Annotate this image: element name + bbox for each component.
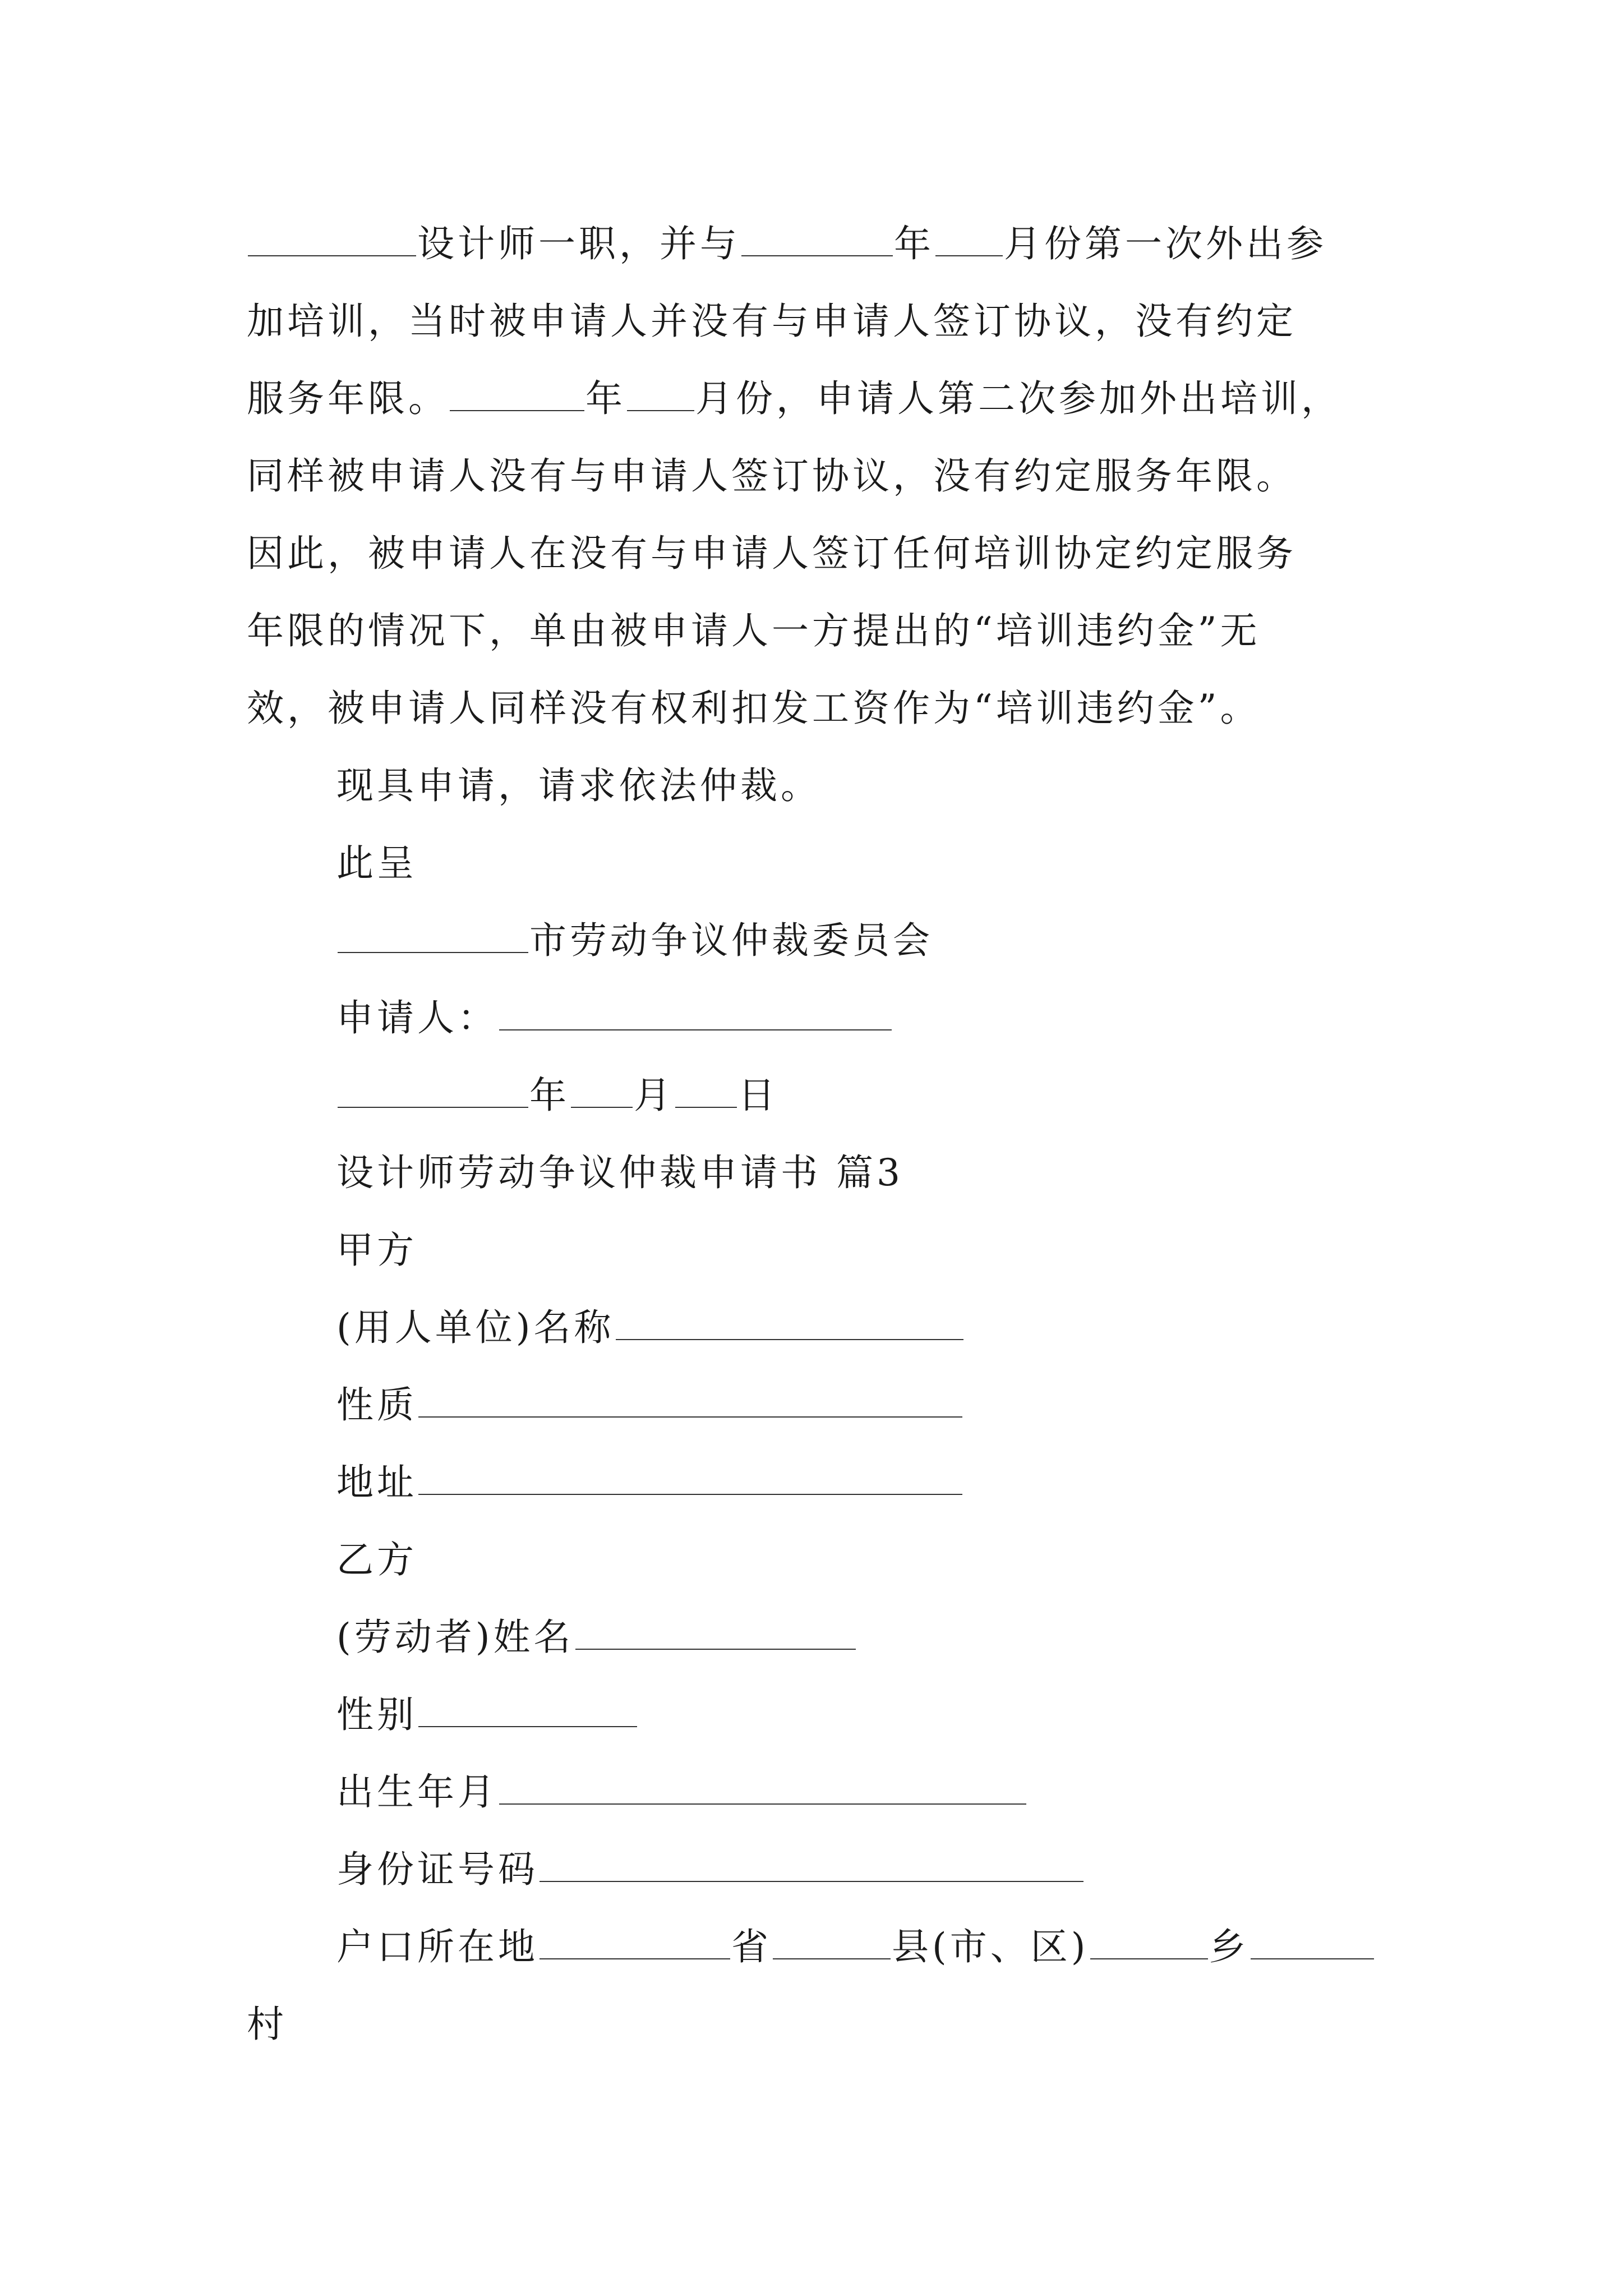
text: 年限的情况下，单由被申请人一方提出的“培训违约金”无 — [247, 609, 1261, 652]
section-title — [336, 1151, 903, 1195]
fill-blank — [1251, 1927, 1374, 1959]
fill-blank — [627, 379, 694, 411]
paragraph-line-1 — [247, 222, 1327, 266]
fill-blank — [450, 379, 584, 411]
party-b-name-field — [336, 1615, 857, 1660]
applicant-line — [336, 996, 893, 1041]
text: 地址 — [336, 1461, 417, 1504]
fill-blank — [499, 1772, 1026, 1805]
text: 同样被申请人没有与申请人签订协议，没有约定服务年限。 — [247, 454, 1297, 498]
party-a-address-field — [336, 1460, 963, 1505]
fill-blank — [338, 921, 528, 953]
text: 年 — [894, 222, 934, 265]
fill-blank — [1090, 1927, 1208, 1959]
text: 设计师一职，并与 — [417, 222, 740, 265]
fill-blank — [616, 1308, 963, 1340]
text: 加培训，当时被申请人并没有与申请人签订协议，没有约定 — [247, 300, 1297, 343]
party-a-name-field — [336, 1305, 965, 1350]
fill-blank — [418, 1695, 637, 1727]
fill-blank — [540, 1849, 1083, 1882]
text: 申请人： — [336, 996, 498, 1039]
text: 日 — [738, 1074, 778, 1117]
party-b-hukou-field — [336, 1925, 1375, 1970]
party-a-nature-field — [336, 1383, 963, 1428]
fill-blank — [575, 1617, 856, 1650]
fill-blank — [675, 1075, 737, 1108]
text: 身份证号码 — [336, 1848, 538, 1891]
date-line — [336, 1073, 778, 1118]
text: 性质 — [336, 1383, 417, 1427]
text: 县(市、区) — [892, 1925, 1089, 1968]
text: 甲方 — [336, 1228, 417, 1272]
text: 省 — [731, 1925, 772, 1968]
text: 年 — [529, 1074, 570, 1117]
fill-blank — [248, 224, 416, 256]
paragraph-line-4 — [247, 454, 1297, 499]
fill-blank — [540, 1927, 730, 1959]
paragraph-line-3 — [247, 376, 1341, 421]
text: 设计师劳动争议仲裁申请书 篇3 — [336, 1151, 903, 1194]
fill-blank — [338, 1075, 528, 1108]
text: 月份，申请人第二次参加外出培训， — [695, 377, 1341, 420]
text: 市劳动争议仲裁委员会 — [529, 919, 933, 962]
text: 性别 — [336, 1693, 417, 1736]
text: 乙方 — [336, 1538, 417, 1581]
fill-blank — [418, 1462, 962, 1495]
fill-blank — [418, 1385, 962, 1418]
text: 村 — [247, 2003, 287, 2046]
text: 月份第一次外出参 — [1004, 222, 1327, 265]
text: 月 — [634, 1074, 674, 1117]
fill-blank — [571, 1075, 633, 1108]
paragraph-line-5 — [247, 531, 1297, 576]
party-b-heading — [336, 1538, 417, 1582]
paragraph-line-6 — [247, 609, 1260, 654]
village-line — [247, 2002, 287, 2047]
text: (用人单位)名称 — [336, 1306, 615, 1349]
paragraph-line-7 — [247, 686, 1260, 731]
text: 因此，被申请人在没有与申请人签订任何培训协定约定服务 — [247, 532, 1297, 575]
text: 此呈 — [336, 841, 417, 885]
party-b-gender-field — [336, 1692, 638, 1737]
text: 效，被申请人同样没有权利扣发工资作为“培训违约金”。 — [247, 687, 1261, 730]
text: 年 — [585, 377, 626, 420]
fill-blank — [773, 1927, 891, 1959]
committee-line — [336, 918, 933, 963]
submit-to-line — [336, 841, 417, 886]
party-a-heading — [336, 1228, 417, 1273]
party-b-id-field — [336, 1847, 1085, 1892]
text: (劳动者)姓名 — [336, 1616, 574, 1659]
text: 乡 — [1209, 1925, 1249, 1968]
paragraph-line-2 — [247, 299, 1297, 344]
fill-blank — [935, 224, 1003, 256]
text: 出生年月 — [336, 1770, 498, 1814]
text: 户口所在地 — [336, 1925, 538, 1968]
fill-blank — [499, 998, 892, 1030]
fill-blank — [741, 224, 893, 256]
text: 服务年限。 — [247, 377, 449, 420]
text: 现具申请，请求依法仲裁。 — [336, 764, 821, 807]
request-line — [336, 763, 821, 808]
party-b-birth-field — [336, 1770, 1027, 1815]
